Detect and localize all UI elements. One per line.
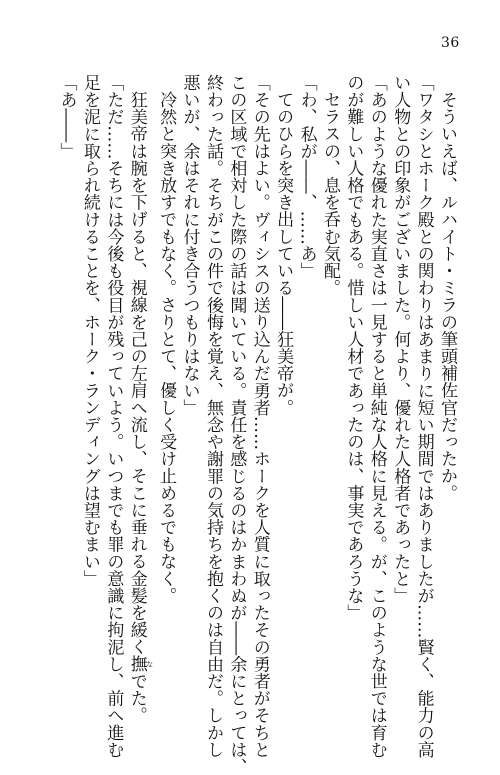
novel-text-body: [56, 74, 458, 775]
furigana-ruby: [126, 655, 154, 673]
text-line-10: この区域で相対した際の話は聞いている。責任を感じるのはかまわぬが――余にとっては、: [226, 74, 247, 775]
text-line-2: 「ワタシとホーク殿との関わりはあまりに短い期間ではありましたが……賢く、能力の高: [413, 74, 434, 758]
text-line-12: 悪いが、余はそれに付き合うつもりはない」: [179, 74, 200, 416]
text-line-6: セラスの、息を呑む気配。: [319, 91, 340, 297]
text-line-5: のが難しい人格でもある。惜しい人材であったのは、事実であろうな」: [343, 74, 364, 622]
page-number: 36: [441, 35, 460, 51]
ruby-base: 撫: [126, 655, 147, 673]
text-line-14: [124, 74, 154, 724]
text-line-14-before-ruby: 狂美帝は腕を下げると、視線を己の左肩へ流し、そこに垂れる金髪を緩く: [126, 91, 147, 656]
text-line-13: 冷然と突き放すでもなく。さりとて、優しく受け止めるでもなく。: [156, 91, 177, 604]
text-line-4: 「あのような優れた実直さは一見すると単純な人格に見える。が、このような世では育む: [366, 74, 387, 758]
text-line-16: 足を泥に取られ続けることを、ホーク・ランディングは望むまい」: [79, 74, 100, 587]
text-line-1: そういえば、ルハイト・ミラの筆頭補佐官だったか。: [437, 91, 457, 502]
ruby-reading: な: [145, 655, 154, 673]
text-line-17: 「あ――」: [56, 74, 77, 160]
text-line-11: 終わった話。そちがこの件で後悔を覚え、無念や謝罪の気持ちを抱くのは自由だ。しかし: [202, 74, 223, 758]
text-line-7: 「わ、私が――、……あ」: [296, 74, 317, 280]
text-line-8: てのひらを突き出している――狂美帝が。: [273, 91, 294, 416]
text-line-9: 「その先はよい。ヴィシスの送り込んだ勇者……ホークを人質に取ったその勇者がそちと: [249, 74, 270, 758]
text-line-14-after-ruby: でた。: [126, 672, 147, 724]
text-line-15: 「ただ……そちには今後も役目が残っていよう。いつまでも罪の意識に拘泥し、前へ進む: [103, 74, 124, 758]
text-line-3: い人物との印象がございました。何より、優れた人格者であったと」: [390, 74, 411, 605]
